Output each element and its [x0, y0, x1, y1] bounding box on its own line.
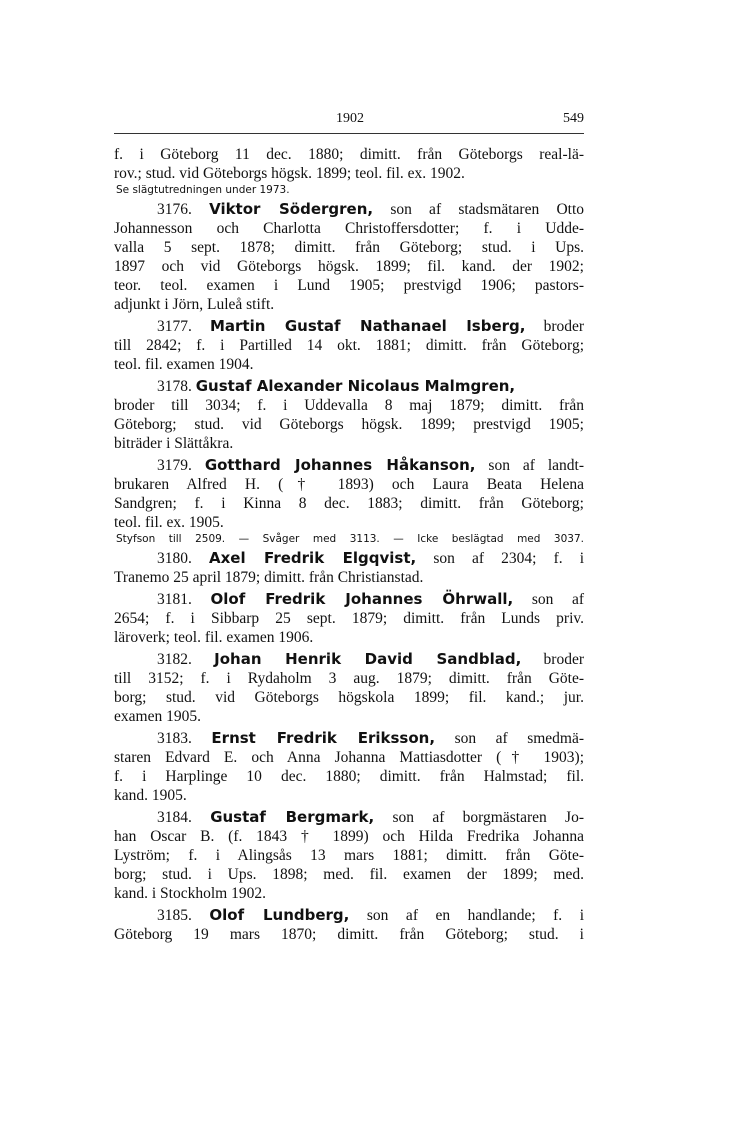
entry-line	[114, 549, 584, 568]
entry-line	[114, 609, 584, 628]
entry-line	[114, 808, 584, 827]
person-name: Axel Fredrik Elgqvist,	[209, 549, 417, 567]
entry-line	[114, 513, 584, 532]
entry-text: teol. fil. examen 1904.	[114, 356, 254, 373]
entry-line	[114, 925, 584, 944]
entry-line	[114, 748, 584, 767]
entry-text: son af landt-	[488, 457, 585, 474]
entry-text: broder	[543, 651, 584, 668]
running-header	[114, 111, 584, 131]
register-entry	[114, 145, 584, 197]
entry-line	[114, 767, 584, 786]
entry-text: han Oscar B. (f. 1843 † 1899) och Hilda Fredrika Johanna	[114, 828, 584, 845]
page-number: 549	[563, 111, 584, 126]
entry-text: teor. teol. examen i Lund 1905; prestvigd 1906; pastors-	[114, 277, 584, 294]
entry-line	[114, 707, 584, 726]
entry-text: son af 2304; f. i	[433, 550, 585, 567]
register-entry	[114, 805, 584, 903]
entry-text: biträder i Slättåkra.	[114, 435, 234, 452]
entry-text: brukaren Alfred H. († 1893) och Laura Beata Helena	[114, 476, 584, 493]
entry-number: 3183.	[157, 730, 192, 747]
entry-line	[114, 257, 584, 276]
entry-text: borg; stud. vid Göteborgs högskola 1899; fil. kand.; jur.	[114, 689, 584, 706]
entry-line	[114, 219, 584, 238]
entry-text: son af en handlande; f. i	[366, 907, 584, 924]
register-entry	[114, 197, 584, 314]
register-entry	[114, 587, 584, 647]
entry-line	[114, 200, 584, 219]
entry-line	[114, 884, 584, 903]
entry-text: staren Edvard E. och Anna Johanna Mattiasdotter († 1903);	[114, 749, 584, 766]
entry-text: till 2842; f. i Partilled 14 okt. 1881; dimitt. från Göteborg;	[114, 337, 584, 354]
entry-text: rov.; stud. vid Göteborgs högsk. 1899; teol. fil. ex. 1902.	[114, 165, 465, 182]
header-rule	[114, 133, 584, 134]
entry-line	[114, 238, 584, 257]
header-year: 1902	[336, 111, 364, 126]
entry-line	[114, 355, 584, 374]
register-entry	[114, 314, 584, 374]
entry-text: Tranemo 25 april 1879; dimitt. från Christianstad.	[114, 569, 424, 586]
entry-line	[114, 456, 584, 475]
entry-line	[114, 688, 584, 707]
entry-line	[114, 669, 584, 688]
register-entry	[114, 453, 584, 546]
person-name: Martin Gustaf Nathanael Isberg,	[209, 317, 526, 335]
entry-text: Sandgren; f. i Kinna 8 dec. 1883; dimitt. från Göteborg;	[114, 495, 584, 512]
entry-number: 3178.	[157, 378, 192, 395]
register-entry	[114, 374, 584, 453]
register-entry	[114, 903, 584, 944]
entry-note: Se slägtutredningen under 1973.	[116, 184, 290, 196]
entry-number: 3181.	[157, 591, 192, 608]
entry-line	[114, 276, 584, 295]
entry-text: son af stadsmätaren Otto	[390, 201, 584, 218]
entry-line	[114, 377, 584, 396]
entry-line	[114, 786, 584, 805]
entry-text: Göteborg 19 mars 1870; dimitt. från Göteborg; stud. i	[114, 926, 584, 943]
person-name: Viktor Södergren,	[209, 200, 374, 218]
entry-text: 1897 och vid Göteborgs högsk. 1899; fil. kand. der 1902;	[114, 258, 584, 275]
entry-text: Johannesson och Charlotta Christoffersdotter; f. i Udde-	[114, 220, 584, 237]
entry-number: 3177.	[157, 318, 192, 335]
entry-line	[114, 164, 584, 183]
entry-line	[114, 145, 584, 164]
entry-text: 2654; f. i Sibbarp 25 sept. 1879; dimitt. från Lunds priv.	[114, 610, 584, 627]
entry-line	[114, 865, 584, 884]
entry-line	[114, 415, 584, 434]
register-entries	[114, 145, 584, 944]
entry-line	[114, 650, 584, 669]
entry-number: 3179.	[157, 457, 192, 474]
entry-line	[114, 590, 584, 609]
register-entry	[114, 647, 584, 726]
entry-text: borg; stud. i Ups. 1898; med. fil. examen der 1899; med.	[114, 866, 584, 883]
entry-line	[114, 906, 584, 925]
entry-text: examen 1905.	[114, 708, 201, 725]
entry-text: till 3152; f. i Rydaholm 3 aug. 1879; dimitt. från Göte-	[114, 670, 584, 687]
person-name: Gustaf Alexander Nicolaus Malmgren,	[195, 377, 516, 395]
entry-line	[114, 628, 584, 647]
entry-line	[114, 295, 584, 314]
person-name: Olof Lundberg,	[209, 906, 350, 924]
entry-text: son af borgmästaren Jo-	[392, 809, 584, 826]
entry-line	[114, 434, 584, 453]
entry-text: son af	[531, 591, 585, 608]
entry-text: Lyström; f. i Alingsås 13 mars 1881; dimitt. från Göte-	[114, 847, 584, 864]
entry-text: läroverk; teol. fil. examen 1906.	[114, 629, 314, 646]
entry-number: 3180.	[157, 550, 192, 567]
entry-line	[114, 568, 584, 587]
entry-text: broder till 3034; f. i Uddevalla 8 maj 1879; dimitt. från	[114, 397, 584, 414]
entry-line	[114, 494, 584, 513]
entry-line	[114, 475, 584, 494]
entry-number: 3182.	[157, 651, 192, 668]
person-name: Johan Henrik David Sandblad,	[214, 650, 522, 668]
entry-text: kand. 1905.	[114, 787, 187, 804]
entry-number: 3184.	[157, 809, 192, 826]
entry-text: valla 5 sept. 1878; dimitt. från Göteborg; stud. i Ups.	[114, 239, 584, 256]
entry-line	[114, 846, 584, 865]
entry-text: kand. i Stockholm 1902.	[114, 885, 266, 902]
entry-number: 3185.	[157, 907, 192, 924]
entry-number: 3176.	[157, 201, 192, 218]
entry-text: teol. fil. ex. 1905.	[114, 514, 224, 531]
entry-line	[114, 729, 584, 748]
entry-line	[114, 827, 584, 846]
entry-text: adjunkt i Jörn, Luleå stift.	[114, 296, 275, 313]
entry-line	[114, 317, 584, 336]
person-name: Ernst Fredrik Eriksson,	[211, 729, 436, 747]
entry-text: f. i Göteborg 11 dec. 1880; dimitt. från Göteborgs real-lä-	[114, 146, 584, 163]
entry-line	[114, 336, 584, 355]
register-entry	[114, 546, 584, 587]
entry-line	[114, 396, 584, 415]
person-name: Olof Fredrik Johannes Öhrwall,	[210, 590, 514, 608]
entry-text: Göteborg; stud. vid Göteborgs högsk. 1899; prestvigd 1905;	[114, 416, 584, 433]
entry-text: broder	[543, 318, 585, 335]
person-name: Gustaf Bergmark,	[210, 808, 375, 826]
entry-text: son af smedmä-	[454, 730, 585, 747]
register-entry	[114, 726, 584, 805]
person-name: Gotthard Johannes Håkanson,	[204, 456, 476, 474]
entry-text: f. i Harplinge 10 dec. 1880; dimitt. från Halmstad; fil.	[114, 768, 584, 785]
entry-note: Styfson till 2509. — Svåger med 3113. — Icke beslägtad med 3037.	[116, 533, 584, 545]
